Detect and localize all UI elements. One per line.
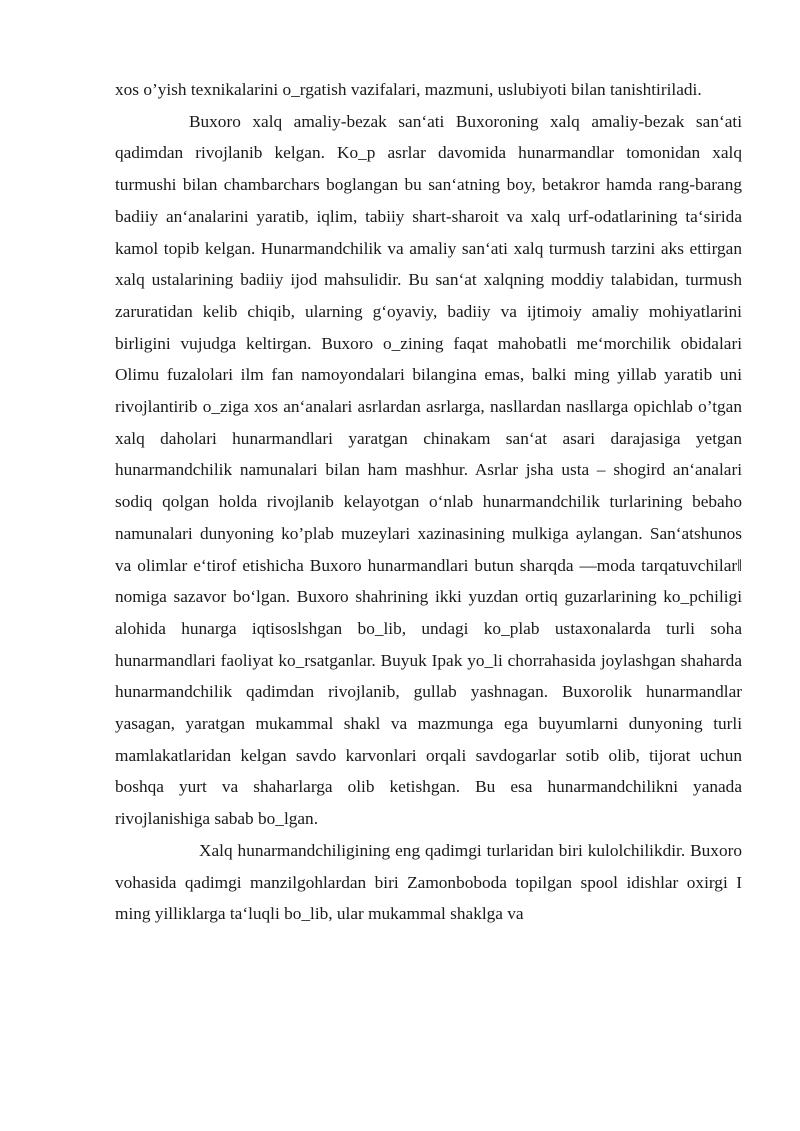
paragraph-pottery: Xalq hunarmandchiligining eng qadimgi turlaridan biri kulolchilikdir. Buxoro vohasida qadimgi manzilgohlardan biri Zamonboboda topilgan spool idishlar oxirgi I ming yilliklarga ta‘luqli bo_lib, ular mukammal shaklga va (115, 840, 742, 924)
document-page (115, 74, 742, 930)
paragraph-continuation: xos o’yish texnikalarini o_rgatish vazifalari, mazmuni, uslubiyoti bilan tanishtiriladi. (115, 80, 702, 99)
paragraph-bukhara-folk-art: Buxoro xalq amaliy-bezak san‘ati Buxoroning xalq amaliy-bezak san‘ati qadimdan rivojlanib kelgan. Ko_p asrlar davomida hunarmandlar tomonidan xalq turmushi bilan chambarchars boglangan bu san‘atning boy, betakror hamda rang-barang badiiy an‘analarini yaratib, iqlim, tabiiy shart-sharoit va xalq urf-odatlarining ta‘sirida kamol topib kelgan. Hunarmandchilik va amaliy san‘ati xalq turmush tarzini aks ettirgan xalq ustalarining badiiy ijod mahsulidir. Bu san‘at xalqning moddiy talabidan, turmush zaruratidan kelib chiqib, ularning g‘oyaviy, badiiy va ijtimoiy amaliy mohiyatlarini birligini vujudga keltirgan. Buxoro o_zining faqat mahobatli me‘morchilik obidalari Olimu fuzalolari ilm fan namoyondalari bilangina emas, balki ming yillab yaratib uni rivojlantirib o_ziga xos an‘analari asrlardan asrlarga, nasllardan nasllarga opichlab o’tgan xalq daholari hunarmandlari yaratgan chinakam san‘at asari darajasiga yetgan hunarmandchilik namunalari bilan ham mashhur. Asrlar jsha usta – shogird an‘analari sodiq qolgan holda rivojlanib kelayotgan o‘nlab hunarmandchilik turlarining bebaho namunalari dunyoning ko’plab muzeylari xazinasining mulkiga aylangan. San‘atshunos va olimlar e‘tirof etishicha Buxoro hunarmandlari butun sharqda ―moda tarqatuvchilar‖ nomiga sazavor bo‘lgan. Buxoro shahrining ikki yuzdan ortiq guzarlarining ko_pchiligi alohida hunarga iqtisoslshgan bo_lib, undagi ko_plab ustaxonalarda turli soha hunarmandlari faoliyat ko_rsatganlar. Buyuk Ipak yo_li chorrahasida joylashgan shaharda hunarmandchilik qadimdan rivojlanib, gullab yashnagan. Buxorolik hunarmandlar yasagan, yaratgan mukammal shakl va mazmunga ega buyumlarni dunyoning turli mamlakatlaridan kelgan savdo karvonlari orqali savdogarlar sotib olib, tijorat uchun boshqa yurt va shaharlarga olib ketishgan. Bu esa hunarmandchilikni yanada rivojlanishiga sabab bo_lgan. (115, 111, 742, 829)
